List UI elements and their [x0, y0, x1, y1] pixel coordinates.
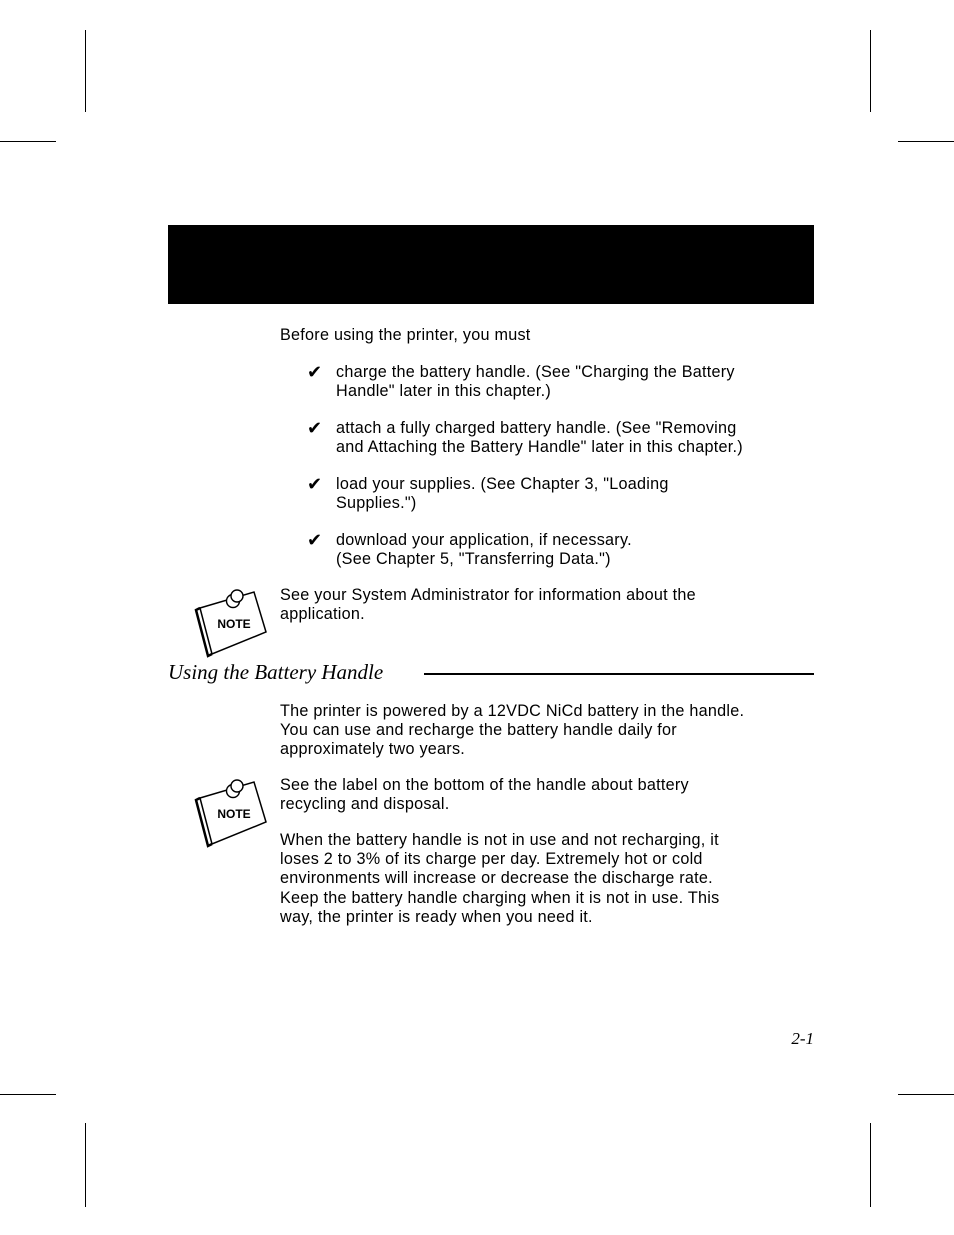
checklist-item-line: and Attaching the Battery Handle" later in this chapter.)	[336, 438, 743, 457]
note-text	[280, 586, 820, 624]
note-line: application.	[280, 605, 365, 624]
checkmark-icon: ✔	[307, 474, 323, 495]
crop-mark-top-right-horizontal	[898, 141, 954, 142]
intro-line: Before using the printer, you must	[280, 326, 531, 344]
checklist-item-text	[336, 475, 816, 513]
discharge-paragraph	[280, 831, 820, 927]
checklist-item-text	[336, 531, 816, 569]
note-text	[280, 776, 820, 814]
crop-mark-top-left-vertical	[85, 30, 86, 112]
checklist-item	[307, 363, 817, 403]
checklist-item-line: Handle" later in this chapter.)	[336, 382, 552, 401]
paragraph-line: approximately two years.	[280, 740, 466, 759]
battery-paragraph	[280, 702, 820, 760]
checklist-item-line: Supplies.")	[336, 494, 417, 513]
crop-mark-bottom-right-vertical	[870, 1123, 871, 1207]
crop-mark-top-right-vertical	[870, 30, 871, 112]
intro-text	[280, 326, 820, 345]
note-icon	[192, 774, 272, 848]
checklist-item	[307, 475, 817, 515]
crop-mark-bottom-right-horizontal	[898, 1094, 954, 1095]
note-icon-label: NOTE	[217, 617, 251, 631]
page-number: 2-1	[791, 1029, 814, 1048]
crop-mark-top-left-horizontal	[0, 141, 56, 142]
checkmark-icon: ✔	[307, 362, 323, 383]
chapter-banner	[168, 225, 814, 304]
checklist-item-line: charge the battery handle. (See "Charging the Battery	[336, 363, 735, 381]
checklist-item-line: download your application, if necessary.	[336, 531, 632, 549]
paragraph-line: way, the printer is ready when you need it.	[280, 907, 593, 926]
paragraph-line: loses 2 to 3% of its charge per day. Extremely hot or cold	[280, 850, 703, 869]
note-icon	[192, 584, 272, 658]
checklist-item-line: (See Chapter 5, "Transferring Data.")	[336, 550, 611, 569]
crop-mark-bottom-left-horizontal	[0, 1094, 56, 1095]
paragraph-line: When the battery handle is not in use and not recharging, it	[280, 831, 719, 849]
checkmark-icon: ✔	[307, 530, 323, 551]
paragraph-line: The printer is powered by a 12VDC NiCd battery in the handle.	[280, 702, 745, 720]
note-icon-label: NOTE	[217, 807, 251, 821]
checklist-item	[307, 531, 817, 571]
paragraph-line: Keep the battery handle charging when it is not in use. This	[280, 888, 720, 907]
checklist-item-text	[336, 419, 816, 457]
checklist-item	[307, 419, 817, 459]
paragraph-line: You can use and recharge the battery handle daily for	[280, 721, 677, 740]
section-heading-rule	[424, 673, 814, 675]
checklist-item-line: attach a fully charged battery handle. (See "Removing	[336, 419, 737, 437]
note-line: See your System Administrator for information about the	[280, 586, 696, 604]
checklist-item-line: load your supplies. (See Chapter 3, "Loading	[336, 475, 669, 493]
checklist-item-text	[336, 363, 816, 401]
section-heading-text: Using the Battery Handle	[168, 660, 384, 684]
note-line: See the label on the bottom of the handle about battery	[280, 776, 689, 794]
note-line: recycling and disposal.	[280, 795, 450, 814]
paragraph-line: environments will increase or decrease the discharge rate.	[280, 869, 713, 888]
section-heading	[168, 658, 814, 688]
checkmark-icon: ✔	[307, 418, 323, 439]
crop-mark-bottom-left-vertical	[85, 1123, 86, 1207]
